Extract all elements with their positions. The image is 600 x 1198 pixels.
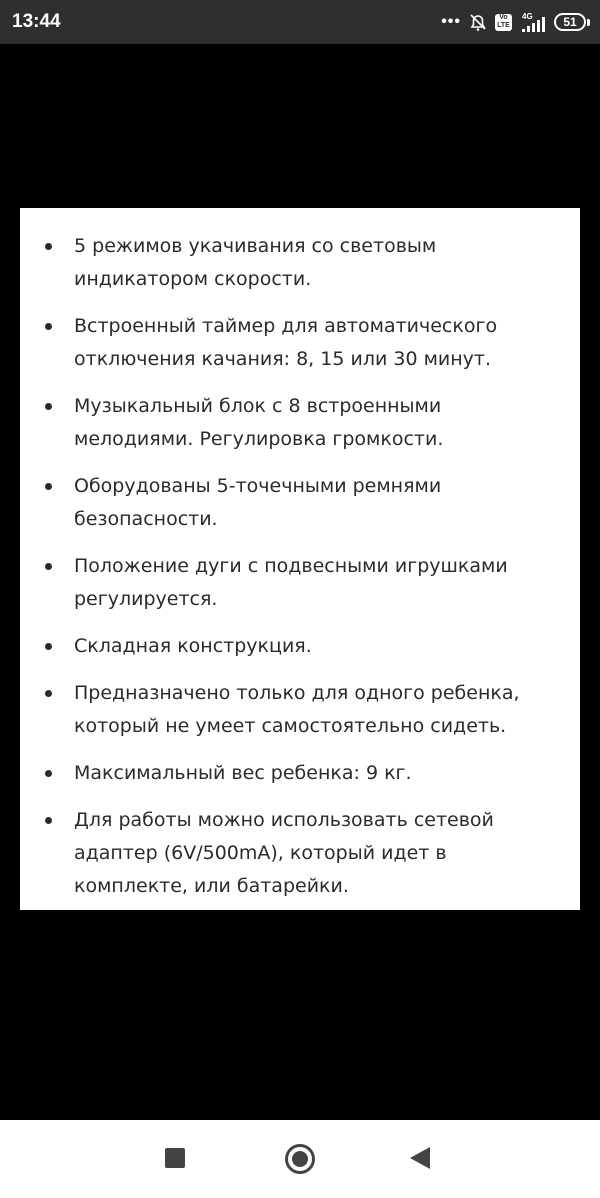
bullet-icon <box>45 483 52 490</box>
list-item <box>20 550 580 616</box>
content-card <box>20 208 580 910</box>
list-item <box>20 804 580 903</box>
battery-icon <box>554 13 590 31</box>
list-item-text: Максимальный вес ребенка: 9 кг. <box>74 762 412 784</box>
battery-level: 51 <box>554 13 586 31</box>
alarm-off-icon <box>468 12 488 32</box>
list-item-text: Предназначено только для одного ребенка, который не умеет самостоятельно сидеть. <box>74 682 520 737</box>
status-time: 13:44 <box>12 11 61 32</box>
status-icons <box>441 8 590 36</box>
bullet-icon <box>45 563 52 570</box>
signal-4g-icon <box>519 11 547 33</box>
list-item-text: Музыкальный блок с 8 встроенными мелодиями. Регулировка громкости. <box>74 395 444 450</box>
bullet-icon <box>45 817 52 824</box>
list-item <box>20 390 580 456</box>
recents-square-icon[interactable] <box>165 1148 185 1168</box>
list-item-text: 5 режимов укачивания со световым индикатором скорости. <box>74 235 437 290</box>
home-circle-icon[interactable] <box>285 1144 315 1174</box>
back-triangle-icon[interactable] <box>410 1147 430 1169</box>
home-circle-inner <box>292 1151 308 1167</box>
list-item-text: Оборудованы 5-точечными ремнями безопасности. <box>74 475 442 530</box>
list-item <box>20 677 580 743</box>
list-item <box>20 470 580 536</box>
volte-icon: Vo LTE <box>495 14 512 31</box>
bullet-icon <box>45 403 52 410</box>
bullet-icon <box>45 323 52 330</box>
bullet-icon <box>45 243 52 250</box>
feature-list <box>20 230 580 910</box>
status-bar <box>0 0 600 44</box>
battery-cap <box>587 19 590 26</box>
list-item <box>20 757 580 790</box>
list-item-text: Для работы можно использовать сетевой адаптер (6V/500mA), который идет в комплекте, или батарейки. <box>74 809 494 897</box>
bullet-icon <box>45 643 52 650</box>
list-item <box>20 310 580 376</box>
bullet-icon <box>45 690 52 697</box>
more-dots-icon: ••• <box>441 13 461 30</box>
list-item <box>20 230 580 296</box>
list-item-text: Встроенный таймер для автоматического отключения качания: 8, 15 или 30 минут. <box>74 315 498 370</box>
navigation-bar <box>0 1120 600 1198</box>
list-item-text: Положение дуги с подвесными игрушками регулируется. <box>74 555 508 610</box>
list-item <box>20 630 580 663</box>
network-label: 4G <box>522 12 533 21</box>
bullet-icon <box>45 770 52 777</box>
list-item-text: Складная конструкция. <box>74 635 312 657</box>
